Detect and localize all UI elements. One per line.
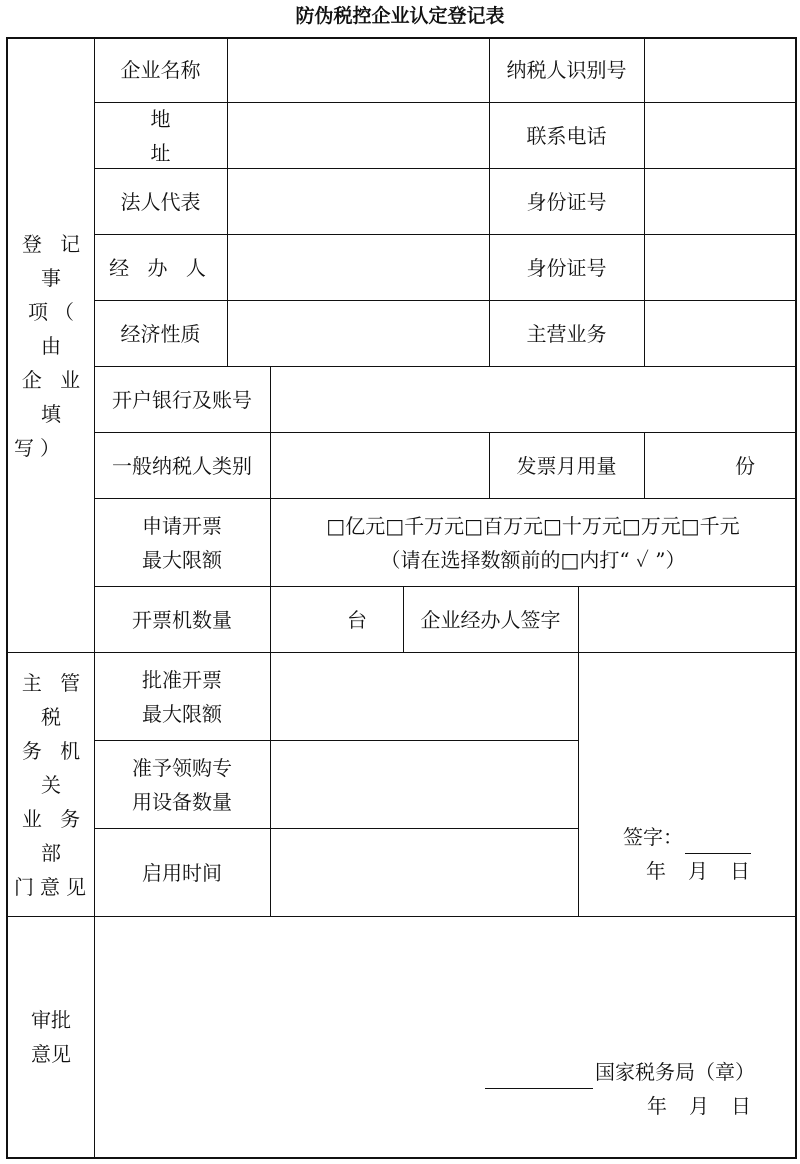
- start-time-field[interactable]: [271, 829, 578, 916]
- main-business-field[interactable]: [645, 301, 795, 366]
- handler-id-field[interactable]: [645, 235, 795, 300]
- label-line: 企 业 填: [21, 367, 87, 426]
- bank-account-label: 开户银行及账号: [112, 387, 252, 412]
- phone-label: 联系电话: [526, 123, 607, 148]
- main-business-label: 主营业务: [526, 321, 607, 346]
- date-year: 年: [647, 1094, 667, 1118]
- machine-count-label: 开票机数量: [132, 607, 232, 632]
- enterprise-name-field[interactable]: [228, 37, 489, 102]
- invoice-unit: 份: [735, 453, 755, 478]
- machine-count-field[interactable]: [271, 587, 403, 652]
- address-label: [94, 103, 271, 168]
- approval-opinion-field[interactable]: [95, 917, 795, 1157]
- limit-options[interactable]: [271, 499, 795, 586]
- handler-field[interactable]: [228, 235, 489, 300]
- invoice-monthly-field[interactable]: [645, 433, 795, 498]
- bureau-label: 国家税务局（章）: [595, 1060, 755, 1084]
- label-line: 业 务 部: [21, 806, 87, 865]
- sign-date: [624, 854, 750, 888]
- start-time-label: 启用时间: [142, 860, 222, 885]
- device-count-field[interactable]: [271, 741, 578, 828]
- label-line: 项（ 由: [28, 299, 80, 358]
- address-field[interactable]: [228, 103, 489, 168]
- authority-sign-block[interactable]: [579, 653, 795, 916]
- id-number-label: 身份证号: [526, 189, 607, 214]
- tax-authority-section-label: [8, 653, 94, 916]
- sign-label: 签字：: [623, 825, 683, 849]
- date-month: 月: [689, 1094, 709, 1118]
- handler-label-text: 经 办 人: [109, 255, 212, 280]
- label-line: 申请开票: [142, 513, 222, 538]
- approved-limit-field[interactable]: [271, 653, 578, 740]
- limit-options-text[interactable]: □亿元□千万元□百万元□十万元□万元□千元: [326, 513, 740, 538]
- label-line: 登 记 事: [21, 231, 87, 290]
- sign-line: [623, 820, 751, 854]
- phone-field[interactable]: [645, 103, 795, 168]
- legal-rep-field[interactable]: [228, 169, 489, 234]
- economic-nature-field[interactable]: [228, 301, 489, 366]
- label-line: 批准开票: [142, 667, 222, 692]
- label-line: 务 机 关: [21, 738, 87, 797]
- sign-blank[interactable]: [685, 831, 751, 854]
- bureau-line: [485, 1055, 755, 1089]
- label-line: 用设备数量: [132, 789, 232, 814]
- taxpayer-id-label: 纳税人识别号: [506, 57, 627, 82]
- label-line: 准予领购专: [132, 755, 232, 780]
- label-line: 最大限额: [142, 701, 222, 726]
- limit-hint: （请在选择数额前的□内打“ ✓ ”）: [380, 547, 686, 572]
- handler-id-label: 身份证号: [526, 255, 607, 280]
- enterprise-name-label: 企业名称: [120, 57, 201, 82]
- label-line: 主 管 税: [21, 670, 87, 729]
- approved-limit-label: [94, 653, 270, 740]
- label-line: 意见: [31, 1042, 71, 1066]
- id-number-field[interactable]: [645, 169, 795, 234]
- label-line: 最大限额: [142, 547, 222, 572]
- economic-nature-label: 经济性质: [120, 321, 201, 346]
- handler-label: [94, 235, 227, 300]
- date-day: 日: [730, 859, 750, 883]
- legal-rep-label: 法人代表: [120, 189, 201, 214]
- registration-section-label: [8, 39, 94, 652]
- date-year: 年: [646, 859, 666, 883]
- taxpayer-category-field[interactable]: [271, 433, 489, 498]
- device-count-label: [94, 741, 270, 828]
- bureau-blank[interactable]: [485, 1066, 593, 1089]
- taxpayer-id-field[interactable]: [645, 37, 795, 102]
- approval-section-label: [8, 917, 94, 1157]
- handler-signature-label: 企业经办人签字: [420, 607, 561, 632]
- address-label-text: 地 址: [150, 106, 271, 165]
- max-limit-label: [94, 499, 270, 586]
- handler-signature-field[interactable]: [579, 587, 795, 652]
- label-line: 审批: [31, 1008, 71, 1032]
- machine-unit: 台: [347, 607, 367, 632]
- taxpayer-category-label: 一般纳税人类别: [112, 453, 252, 478]
- label-line: 门意见: [14, 874, 92, 899]
- bank-account-field[interactable]: [271, 367, 795, 432]
- invoice-monthly-label: 发票月用量: [516, 453, 617, 478]
- approval-date: [625, 1089, 755, 1123]
- form-title: 防伪税控企业认定登记表: [295, 5, 505, 27]
- label-line: 写）: [14, 435, 66, 460]
- date-month: 月: [688, 859, 708, 883]
- date-day: 日: [731, 1094, 751, 1118]
